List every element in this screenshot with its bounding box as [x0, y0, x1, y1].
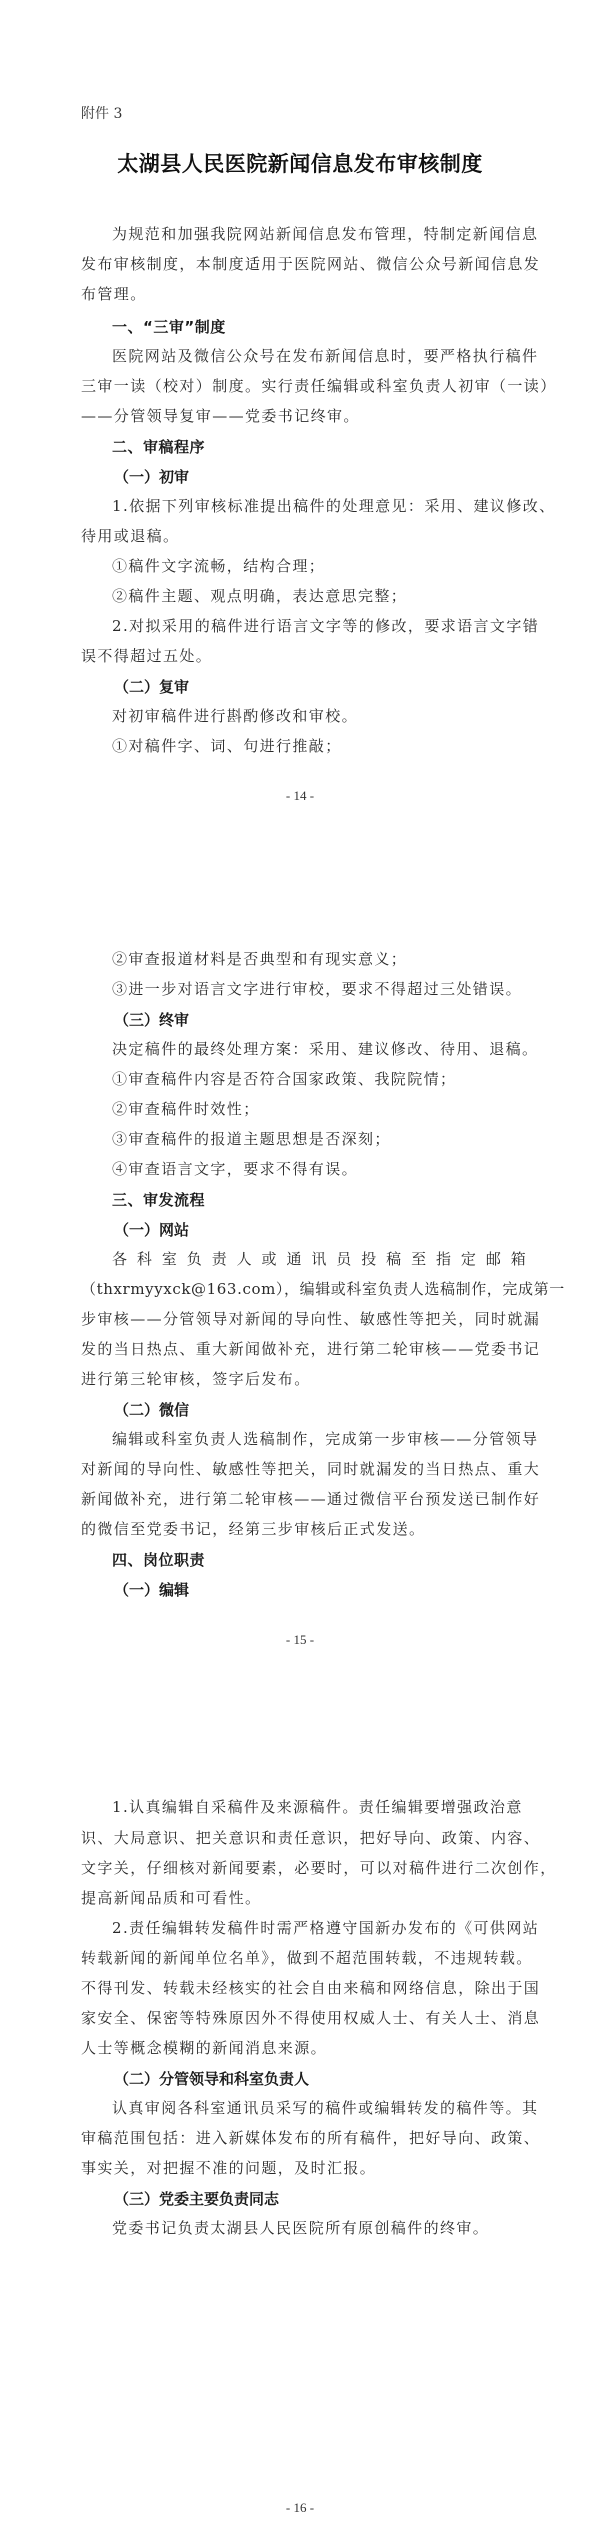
char: 责 [211, 1250, 227, 1268]
subsection-heading: （二）微信 [114, 1401, 190, 1419]
char: 员 [336, 1250, 352, 1268]
body-line: ②审查稿件时效性； [112, 1100, 260, 1118]
body-line: ④审查语言文字，要求不得有误。 [112, 1160, 359, 1178]
body-line: 审稿范围包括：进入新媒体发布的所有稿件，把好导向、政策、 [81, 2129, 541, 2147]
subsection-heading: （一）网站 [114, 1221, 190, 1239]
body-line: 医院网站及微信公众号在发布新闻信息时，要严格执行稿件 [112, 347, 539, 365]
section-heading: 四、岗位职责 [112, 1551, 206, 1569]
char: 箱 [510, 1250, 526, 1268]
body-line: 对初审稿件进行斟酌修改和审校。 [112, 707, 359, 725]
body-line: 2.责任编辑转发稿件时需严格遵守国新办发布的《可供网站 [112, 1919, 540, 1937]
body-line: 三审一读（校对）制度。实行责任编辑或科室负责人初审（一读） [81, 377, 557, 395]
body-line: 2.对拟采用的稿件进行语言文字等的修改，要求语言文字错 [112, 617, 540, 635]
body-line: 人士等概念模糊的新闻消息来源。 [81, 2039, 328, 2057]
char: 邮 [485, 1250, 501, 1268]
body-line: 家安全、保密等特殊原因外不得使用权威人士、有关人士、消息 [81, 2009, 541, 2027]
body-line: 党委书记负责太湖县人民医院所有原创稿件的终审。 [112, 2219, 490, 2237]
body-line: ②稿件主题、观点明确，表达意思完整； [112, 587, 408, 605]
body-line: 事实关，对把握不准的问题，及时汇报。 [81, 2159, 377, 2177]
body-line: ①对稿件字、词、句进行推敲； [112, 737, 342, 755]
subsection-heading: （一）编辑 [114, 1581, 190, 1599]
body-line: 1.认真编辑自采稿件及来源稿件。责任编辑要增强政治意 [112, 1798, 523, 1816]
char: 人 [236, 1250, 252, 1268]
body-line: ②审查报道材料是否典型和有现实意义； [112, 950, 408, 968]
subsection-heading: （二）分管领导和科室负责人 [114, 2070, 310, 2088]
body-line: 新闻做补充，进行第二轮审核——通过微信平台预发送已制作好 [81, 1490, 541, 1508]
body-line: 的微信至党委书记，经第三步审核后正式发送。 [81, 1520, 426, 1538]
subsection-heading: （一）初审 [114, 468, 190, 486]
char: 负 [186, 1250, 202, 1268]
body-line: 文字关，仔细核对新闻要素，必要时，可以对稿件进行二次创作， [81, 1859, 557, 1877]
body-line: 步审核——分管领导对新闻的导向性、敏感性等把关，同时就漏 [81, 1310, 541, 1328]
char: 指 [435, 1250, 451, 1268]
char: 投 [361, 1250, 377, 1268]
intro-line: 为规范和加强我院网站新闻信息发布管理，特制定新闻信息 [112, 225, 539, 243]
body-line: 编辑或科室负责人选稿制作，完成第一步审核——分管领导 [112, 1430, 539, 1448]
justified-line [112, 1249, 526, 1269]
body-line: ③进一步对语言文字进行审校，要求不得超过三处错误。 [112, 980, 523, 998]
subsection-heading: （三）终审 [114, 1011, 190, 1029]
body-line: 识、大局意识、把关意识和责任意识，把好导向、政策、内容、 [81, 1829, 541, 1847]
subsection-heading: （二）复审 [114, 678, 190, 696]
subsection-heading: （三）党委主要负责同志 [114, 2190, 280, 2208]
body-line: 转载新闻的新闻单位名单》，做到不超范围转载，不违规转载。 [81, 1949, 533, 1967]
char: 至 [411, 1250, 427, 1268]
char: 各 [112, 1250, 128, 1268]
document-title: 太湖县人民医院新闻信息发布审核制度 [117, 151, 483, 176]
page-number: - 16 - [285, 2500, 315, 2515]
char: 定 [460, 1250, 476, 1268]
intro-line: 发布审核制度，本制度适用于医院网站、微信公众号新闻信息发 [81, 255, 541, 273]
body-line: 决定稿件的最终处理方案：采用、建议修改、待用、退稿。 [112, 1040, 539, 1058]
body-line: ①稿件文字流畅，结构合理； [112, 557, 326, 575]
body-line: 提高新闻品质和可看性。 [81, 1889, 262, 1907]
intro-line: 布管理。 [81, 285, 147, 303]
page-number: - 14 - [285, 788, 315, 803]
page-number: - 15 - [285, 1632, 315, 1647]
body-line: ——分管领导复审——党委书记终审。 [81, 407, 360, 425]
body-line: 进行第三轮审核，签字后发布。 [81, 1370, 311, 1388]
body-line: 不得刊发、转载未经核实的社会自由来稿和网络信息，除出于国 [81, 1979, 541, 1997]
section-heading: 三、审发流程 [112, 1191, 206, 1209]
body-line: 对新闻的导向性、敏感性等把关，同时就漏发的当日热点、重大 [81, 1460, 541, 1478]
char: 科 [136, 1250, 152, 1268]
body-line: 发的当日热点、重大新闻做补充，进行第二轮审核——党委书记 [81, 1340, 541, 1358]
body-line: ③审查稿件的报道主题思想是否深刻； [112, 1130, 391, 1148]
char: 或 [261, 1250, 277, 1268]
body-line: 1.依据下列审核标准提出稿件的处理意见：采用、建议修改、 [112, 497, 556, 515]
section-heading: 二、审稿程序 [112, 438, 206, 456]
body-line: 误不得超过五处。 [81, 647, 213, 665]
char: 讯 [311, 1250, 327, 1268]
char: 稿 [386, 1250, 402, 1268]
body-line: 待用或退稿。 [81, 527, 180, 545]
body-line: （thxrmyyxck@163.com），编辑或科室负责人选稿制作，完成第一 [81, 1280, 565, 1298]
char: 通 [286, 1250, 302, 1268]
body-line: 认真审阅各科室通讯员采写的稿件或编辑转发的稿件等。其 [112, 2099, 539, 2117]
section-heading: 一、“三审”制度 [112, 318, 226, 336]
body-line: ①审查稿件内容是否符合国家政策、我院院情； [112, 1070, 457, 1088]
attachment-label: 附件 3 [81, 106, 123, 122]
char: 室 [161, 1250, 177, 1268]
